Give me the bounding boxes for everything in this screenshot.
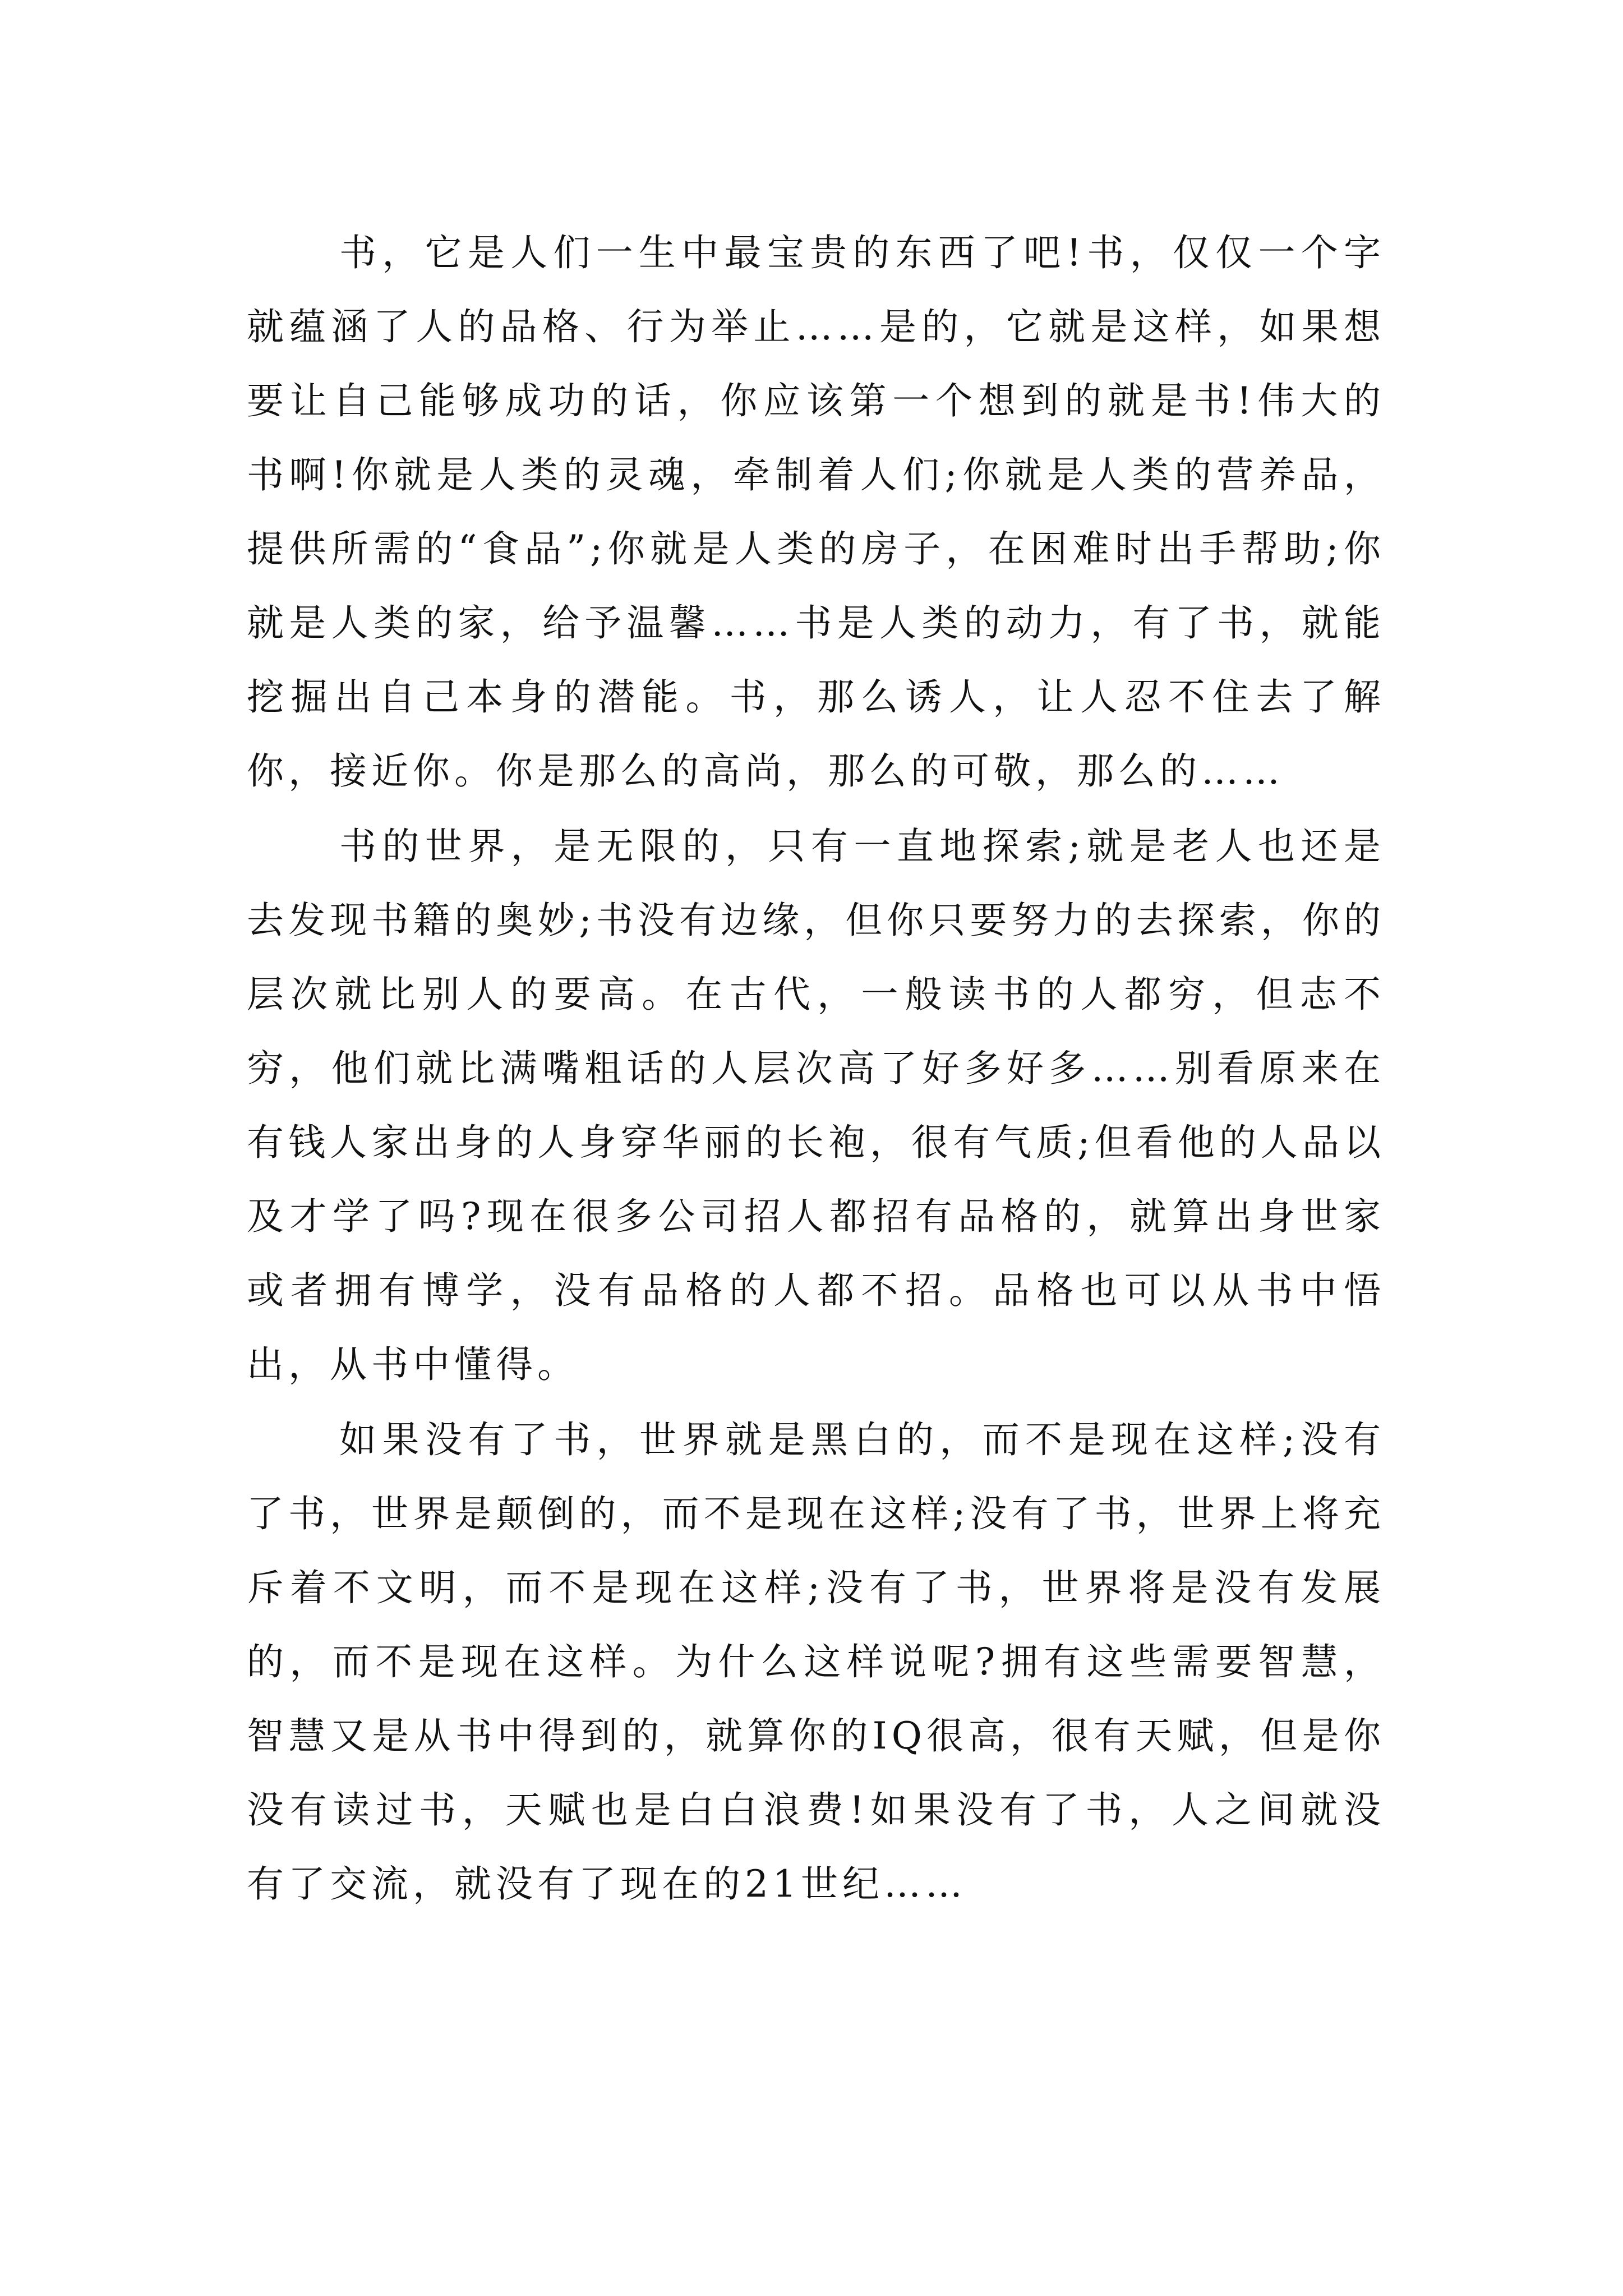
paragraph-1: 书，它是人们一生中最宝贵的东西了吧!书，仅仅一个字就蕴涵了人的品格、行为举止……是的，它就是这样，如果想要让自己能够成功的话，你应该第一个想到的就是书!伟大的书啊!你就是人类的灵魂，牵制着人们;你就是人类的营养品，提供所需的“食品”;你就是人类的房子，在困难时出手帮助;你就是人类的家，给予温馨……书是人类的动力，有了书，就能挖掘出自己本身的潜能。书，那么诱人，让人忍不住去了解你，接近你。你是那么的高尚，那么的可敬，那么的…… — [247, 231, 1385, 793]
paragraph-3: 如果没有了书，世界就是黑白的，而不是现在这样;没有了书，世界是颠倒的，而不是现在这样;没有了书，世界上将充斥着不文明，而不是现在这样;没有了书，世界将是没有发展的，而不是现在这样。为什么这样说呢?拥有这些需要智慧，智慧又是从书中得到的，就算你的IQ很高，很有天赋，但是你没有读过书，天赋也是白白浪费!如果没有了书，人之间就没有了交流，就没有了现在的21世纪…… — [247, 1418, 1385, 1906]
essay-body — [247, 216, 1385, 1921]
paragraph-2: 书的世界，是无限的，只有一直地探索;就是老人也还是去发现书籍的奥妙;书没有边缘，但你只要努力的去探索，你的层次就比别人的要高。在古代，一般读书的人都穷，但志不穷，他们就比满嘴粗话的人层次高了好多好多……别看原来在有钱人家出身的人身穿华丽的长袍，很有气质;但看他的人品以及才学了吗?现在很多公司招人都招有品格的，就算出身世家或者拥有博学，没有品格的人都不招。品格也可以从书中悟出，从书中懂得。 — [247, 825, 1385, 1386]
